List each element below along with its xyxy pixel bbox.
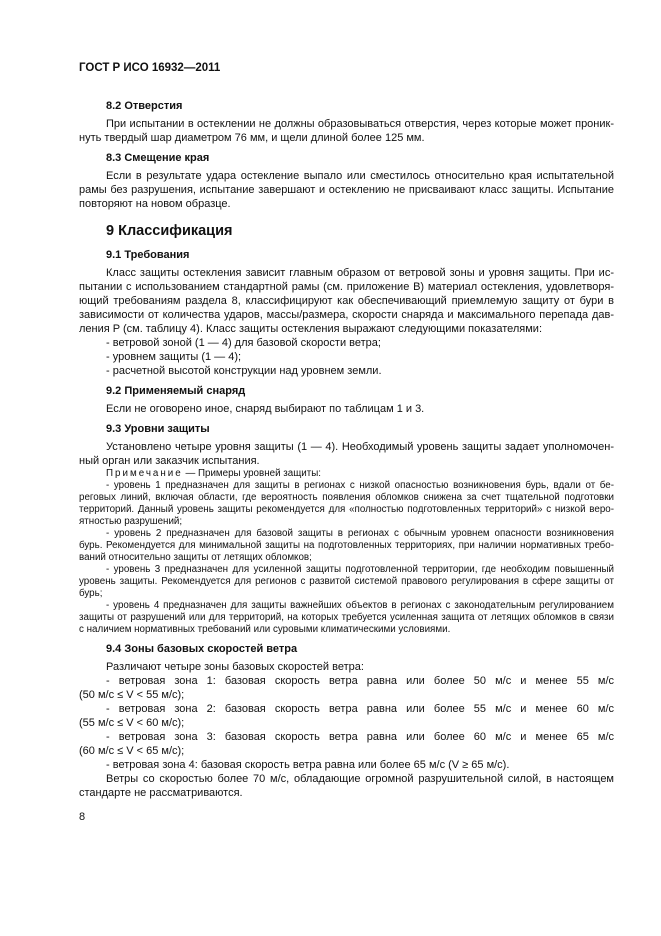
text-line: территорий. Данный уровень защиты рекомендуется для «полностью подготовленных территорий» с низкой веро- bbox=[79, 504, 614, 515]
subsection-heading: 9.1 Требования bbox=[106, 249, 190, 261]
subsection-heading: 9.3 Уровни защиты bbox=[106, 423, 210, 435]
text-line: ваний относительно защиты от летящих обломков; bbox=[79, 552, 312, 563]
section-heading: 9 Классификация bbox=[106, 223, 233, 239]
text-line: ления P (см. таблицу 4). Класс защиты остекления выражают следующими показателями: bbox=[79, 323, 542, 335]
text-line: нуть твердый шар диаметром 76 мм, и щели длиной более 125 мм. bbox=[79, 132, 425, 144]
document-body bbox=[79, 98, 614, 800]
text-line: повторяют на новом образце. bbox=[79, 198, 231, 210]
text-line: Ветры со скоростью более 70 м/с, обладающие огромной разрушительной силой, в настоящем bbox=[106, 773, 614, 785]
note-paragraph bbox=[79, 480, 614, 528]
page-body bbox=[79, 93, 614, 824]
document-header: ГОСТ Р ИСО 16932—2011 bbox=[79, 62, 221, 74]
text-line: с наличием нормативных требований или суровыми климатическими условиями. bbox=[79, 624, 451, 635]
text-line: бурь. Рекомендуется для минимальной защиты на подготовленных территориях, при наличии нормативных требо- bbox=[79, 540, 614, 551]
text-line: Если в результате удара остекление выпало или сместилось относительно края испытательной bbox=[106, 170, 614, 182]
text-line: ный орган или заказчик испытания. bbox=[79, 455, 260, 467]
text-line: (60 м/с ≤ V < 65 м/с); bbox=[79, 745, 185, 757]
text-line: (50 м/с ≤ V < 55 м/с); bbox=[79, 689, 185, 701]
note-label: Примечание bbox=[106, 468, 183, 479]
text-line: ющий требованиям раздела 8, классифицируют как обеспечивающий приемлемую защиту от бури в bbox=[79, 295, 614, 307]
text-line: - уровнем защиты (1 — 4); bbox=[106, 351, 242, 363]
paragraph bbox=[79, 117, 614, 145]
text-line: (55 м/с ≤ V < 60 м/с); bbox=[79, 717, 185, 729]
note-paragraph bbox=[79, 528, 614, 564]
paragraph bbox=[79, 674, 614, 702]
text-line: Если не оговорено иное, снаряд выбирают по таблицам 1 и 3. bbox=[106, 403, 425, 415]
subsection-heading: 9.4 Зоны базовых скоростей ветра bbox=[106, 643, 298, 655]
text-line: зависимости от количества ударов, массы/размера, скорости снаряда и максимального перепада дав- bbox=[79, 309, 614, 321]
paragraph bbox=[79, 266, 614, 336]
paragraph bbox=[79, 660, 614, 674]
subsection-heading: 8.2 Отверстия bbox=[106, 100, 183, 112]
text-line: - расчетной высотой конструкции над уровнем земли. bbox=[106, 365, 382, 377]
text-line: пытании с использованием стандартной рамы (см. приложение В) материал остекления, удовлетворя- bbox=[79, 281, 614, 293]
text-line: - ветровая зона 2: базовая скорость ветра равна или более 55 м/с и менее 60 м/с bbox=[106, 703, 614, 715]
note-paragraph bbox=[79, 468, 614, 480]
text-line: - уровень 3 предназначен для усиленной защиты подготовленной территории, где необходим повышенный bbox=[106, 564, 614, 575]
text-line: - ветровая зона 1: базовая скорость ветра равна или более 50 м/с и менее 55 м/с bbox=[106, 675, 614, 687]
paragraph bbox=[79, 702, 614, 730]
paragraph bbox=[79, 402, 614, 416]
text-line: защиты от разрушений или для территорий, на которых требуется усиленная защита от летящих обломков в связи bbox=[79, 612, 614, 623]
text-line bbox=[79, 468, 614, 480]
note-paragraph bbox=[79, 564, 614, 600]
paragraph bbox=[79, 772, 614, 800]
note-intro: — Примеры уровней защиты: bbox=[182, 468, 321, 479]
text-line: - уровень 4 предназначен для защиты важнейших объектов в регионах с законодательным регулированием bbox=[106, 600, 614, 611]
paragraph bbox=[79, 336, 614, 350]
text-line: - уровень 1 предназначен для защиты в регионах с низкой опасностью возникновения бурь, вдали от бе- bbox=[106, 480, 614, 491]
paragraph bbox=[79, 364, 614, 378]
text-line: Установлено четыре уровня защиты (1 — 4). Необходимый уровень защиты задает уполномочен- bbox=[106, 441, 614, 453]
paragraph bbox=[79, 350, 614, 364]
text-line: Различают четыре зоны базовых скоростей ветра: bbox=[106, 661, 364, 673]
subsection-heading: 9.2 Применяемый снаряд bbox=[106, 385, 246, 397]
text-line: ятностью разрушений; bbox=[79, 516, 183, 527]
text-line: - ветровая зона 4: базовая скорость ветра равна или более 65 м/с (V ≥ 65 м/с). bbox=[106, 759, 510, 771]
text-line: рамы без разрушения, испытание завершают и остеклению не присваивают класс защиты. Испытание bbox=[79, 184, 614, 196]
note-paragraph bbox=[79, 600, 614, 636]
text-line: При испытании в остеклении не должны образовываться отверстия, через которые может проник- bbox=[106, 118, 614, 130]
text-line: - уровень 2 предназначен для базовой защиты в регионах с обычным уровнем опасности возникновения bbox=[106, 528, 614, 539]
text-line: уровень защиты. Рекомендуется для регионов с развитой системой правового регулирования в сфере защиты от bbox=[79, 576, 614, 587]
text-line: стандарте не рассматриваются. bbox=[79, 787, 243, 799]
paragraph bbox=[79, 730, 614, 758]
paragraph bbox=[79, 169, 614, 211]
paragraph bbox=[79, 440, 614, 468]
subsection-heading: 8.3 Смещение края bbox=[106, 152, 210, 164]
text-line: - ветровой зоной (1 — 4) для базовой скорости ветра; bbox=[106, 337, 381, 349]
page-number: 8 bbox=[79, 811, 86, 823]
text-line: - ветровая зона 3: базовая скорость ветра равна или более 60 м/с и менее 65 м/с bbox=[106, 731, 614, 743]
text-line: бурь; bbox=[79, 588, 103, 599]
text-line: реговых линий, включая области, где вероятность появления обломков снижена за счет тщательной подготовки bbox=[79, 492, 614, 503]
text-line: Класс защиты остекления зависит главным образом от ветровой зоны и уровня защиты. При ис- bbox=[106, 267, 614, 279]
paragraph bbox=[79, 758, 614, 772]
